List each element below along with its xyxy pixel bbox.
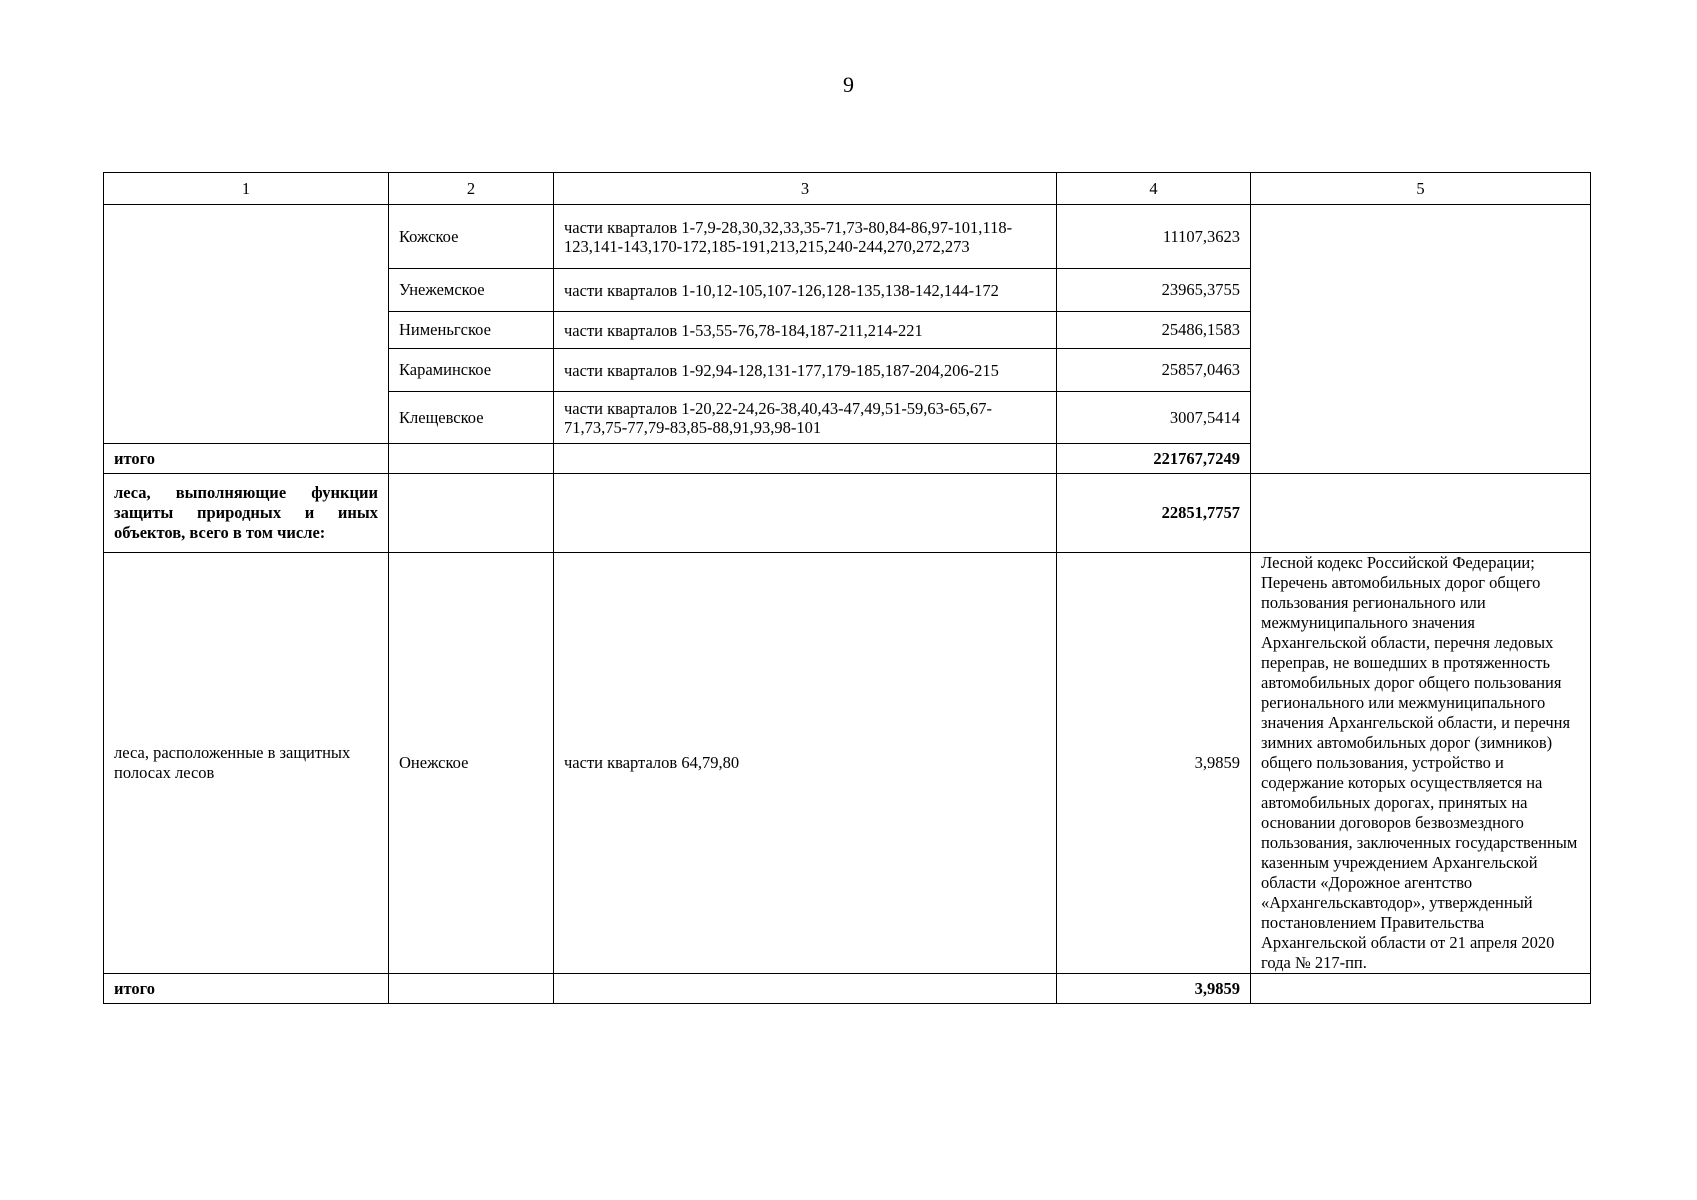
quarters-cell: части кварталов 64,79,80	[554, 553, 1057, 974]
section-label: леса, выполняющие функции защиты природных и иных объектов, всего в том числе:	[104, 474, 389, 553]
empty-cell	[389, 474, 554, 553]
total-area: 221767,7249	[1057, 444, 1251, 474]
quarters-cell: части кварталов 1-20,22-24,26-38,40,43-47,49,51-59,63-65,67-71,73,75-77,79-83,85-88,91,93,98-101	[554, 392, 1057, 444]
table-row	[104, 553, 1591, 974]
column-number: 3	[554, 173, 1057, 205]
legal-basis-cell: Лесной кодекс Российской Федерации; Перечень автомобильных дорог общего пользования регионального или межмуниципального значения Архангельской области, перечня ледовых переправ, не вошедших в протяженность автомобильных дорог общего пользования регионального или межмуниципального значения Архангельской области, и перечня зимних автомобильных дорог (зимников) общего пользования, устройство и содержание которых осуществляется на автомобильных дорогах, принятых на основании договоров безвозмездного пользования, заключенных государственным казенным учреждением Архангельской области «Дорожное агентство «Архангельскавтодор», утвержденный постановлением Правительства Архангельской области от 21 апреля 2020 года № 217-пп.	[1251, 553, 1591, 974]
area-cell: 3007,5414	[1057, 392, 1251, 444]
area-cell: 23965,3755	[1057, 269, 1251, 312]
total-label: итого	[104, 974, 389, 1004]
quarters-cell: части кварталов 1-92,94-128,131-177,179-185,187-204,206-215	[554, 349, 1057, 392]
area-cell: 25486,1583	[1057, 312, 1251, 349]
column-number: 5	[1251, 173, 1591, 205]
column-number-row	[104, 173, 1591, 205]
total-area: 3,9859	[1057, 974, 1251, 1004]
quarters-cell: части кварталов 1-10,12-105,107-126,128-135,138-142,144-172	[554, 269, 1057, 312]
empty-cell	[389, 974, 554, 1004]
quarters-cell: части кварталов 1-7,9-28,30,32,33,35-71,73-80,84-86,97-101,118-123,141-143,170-172,185-191,213,215,240-244,270,272,273	[554, 205, 1057, 269]
forest-table	[103, 172, 1591, 1004]
empty-cell	[554, 474, 1057, 553]
quarters-cell: части кварталов 1-53,55-76,78-184,187-211,214-221	[554, 312, 1057, 349]
forestry-cell: Караминское	[389, 349, 554, 392]
area-cell: 3,9859	[1057, 553, 1251, 974]
empty-cell	[554, 444, 1057, 474]
category-cell-empty	[104, 205, 389, 444]
total-row	[104, 974, 1591, 1004]
column-number: 1	[104, 173, 389, 205]
section-area: 22851,7757	[1057, 474, 1251, 553]
area-cell: 25857,0463	[1057, 349, 1251, 392]
empty-cell	[389, 444, 554, 474]
empty-cell	[1251, 974, 1591, 1004]
forestry-cell: Кожское	[389, 205, 554, 269]
empty-cell	[554, 974, 1057, 1004]
empty-cell	[1251, 474, 1591, 553]
forestry-cell: Онежское	[389, 553, 554, 974]
column-number: 4	[1057, 173, 1251, 205]
section-row	[104, 474, 1591, 553]
column-number: 2	[389, 173, 554, 205]
forestry-cell: Нименьгское	[389, 312, 554, 349]
page-number: 9	[843, 72, 854, 97]
total-label: итого	[104, 444, 389, 474]
table-row	[104, 205, 1591, 269]
area-cell: 11107,3623	[1057, 205, 1251, 269]
basis-cell-empty	[1251, 205, 1591, 474]
forestry-cell: Унежемское	[389, 269, 554, 312]
forestry-cell: Клещевское	[389, 392, 554, 444]
category-cell: леса, расположенные в защитных полосах лесов	[104, 553, 389, 974]
